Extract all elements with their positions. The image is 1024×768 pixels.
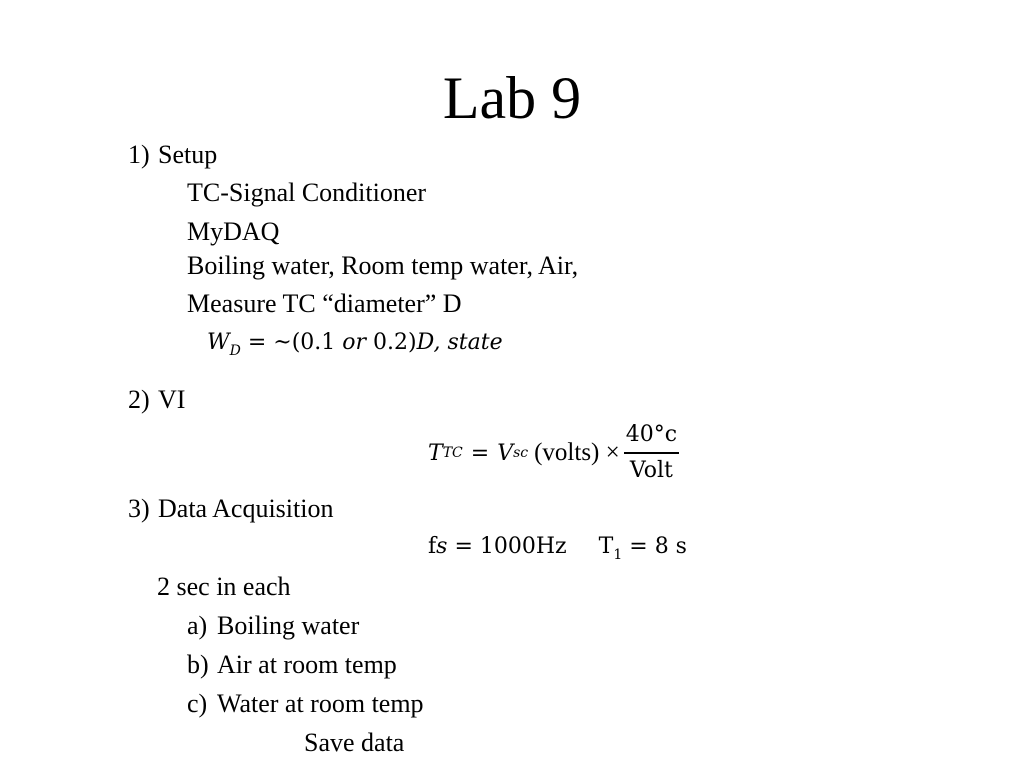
section-number: 1) <box>128 140 150 169</box>
list-marker: b) <box>187 650 209 679</box>
formula-text: = 1000Hz <box>454 534 567 559</box>
formula-subscript: sc <box>513 445 529 461</box>
formula-var: T <box>598 534 614 559</box>
section-heading: VI <box>158 385 186 414</box>
daq-list-item <box>187 610 359 642</box>
formula-unit: (volts) × <box>534 439 620 466</box>
formula-fraction <box>624 420 679 486</box>
list-marker: c) <box>187 689 208 718</box>
section-daq-heading <box>128 493 333 525</box>
formula-var: V <box>497 440 514 466</box>
formula-subscript: D <box>229 343 241 359</box>
sampling-formula <box>428 534 687 563</box>
section-number: 3) <box>128 494 150 523</box>
fraction-numerator: 40°c <box>624 420 679 454</box>
section-heading: Setup <box>158 140 218 169</box>
formula-var: W <box>207 330 230 355</box>
formula-equals: = <box>470 440 490 466</box>
formula-text: = 8 s <box>629 534 687 559</box>
formula-subscript: 1 <box>613 547 623 563</box>
list-text: Air at room temp <box>217 650 397 679</box>
daq-note: 2 sec in each <box>157 572 291 601</box>
setup-item: Measure TC “diameter” D <box>187 289 462 318</box>
setup-item: Boiling water, Room temp water, Air, <box>187 251 579 280</box>
formula-text: or <box>342 330 367 355</box>
formula-text: f <box>428 534 437 559</box>
diameter-formula <box>207 330 503 359</box>
section-number: 2) <box>128 385 150 414</box>
formula-text: D, state <box>416 330 503 355</box>
fraction-denominator: Volt <box>629 458 673 483</box>
formula-text: 0.2) <box>366 330 417 355</box>
daq-list-item <box>187 649 397 681</box>
section-setup-heading <box>128 139 217 171</box>
setup-item: TC-Signal Conditioner <box>187 178 427 207</box>
formula-subscript: TC <box>442 445 463 461</box>
save-data-text: Save data <box>304 728 405 757</box>
list-text: Water at room temp <box>217 689 424 718</box>
temperature-formula <box>428 420 679 486</box>
formula-var: T <box>428 440 443 466</box>
daq-list-item <box>187 688 424 720</box>
formula-var: s <box>436 534 448 559</box>
section-heading: Data Acquisition <box>158 494 334 523</box>
list-marker: a) <box>187 611 208 640</box>
list-text: Boiling water <box>217 611 360 640</box>
formula-text: = ~(0.1 <box>247 330 343 355</box>
section-vi-heading <box>128 384 185 416</box>
page-title: Lab 9 <box>442 65 582 131</box>
setup-item: MyDAQ <box>187 217 280 246</box>
